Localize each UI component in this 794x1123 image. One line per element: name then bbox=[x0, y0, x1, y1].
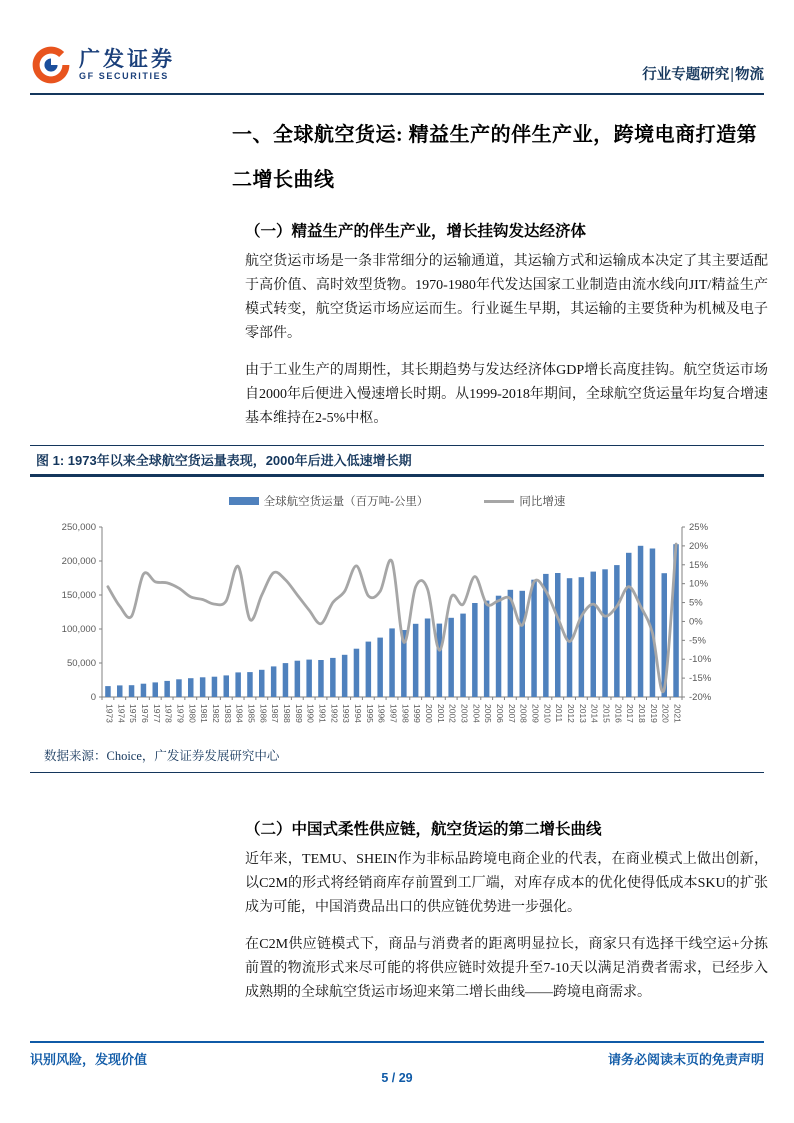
legend-item-growth bbox=[484, 493, 565, 509]
x-axis-label-1976: 1976 bbox=[139, 704, 150, 723]
x-axis-label-2006: 2006 bbox=[495, 704, 505, 723]
bar-series-label: 全球航空货运量（百万吨-公里） bbox=[263, 496, 429, 508]
x-axis-label-1983: 1983 bbox=[222, 704, 233, 723]
bar-2001 bbox=[437, 624, 443, 697]
x-axis-label-2005: 2005 bbox=[483, 704, 494, 723]
bar-1986 bbox=[259, 670, 265, 697]
x-axis-label-1973: 1973 bbox=[104, 704, 115, 723]
bar-1976 bbox=[141, 684, 147, 697]
x-axis-label-2016: 2016 bbox=[613, 704, 624, 723]
bar-2004 bbox=[472, 603, 478, 697]
bar-1990 bbox=[306, 660, 312, 697]
x-axis-label-2004: 2004 bbox=[471, 704, 482, 723]
x-axis-label-1981: 1981 bbox=[199, 704, 210, 723]
x-axis-label-2011: 2011 bbox=[554, 704, 565, 723]
left-axis-tick: 250,000 bbox=[61, 522, 96, 533]
logo-en-name: GF SECURITIES bbox=[79, 71, 169, 82]
x-axis-label-1974: 1974 bbox=[116, 704, 127, 723]
x-axis-label-1980: 1980 bbox=[187, 704, 198, 723]
x-axis-label-2002: 2002 bbox=[447, 704, 458, 723]
chapter-title: 一、全球航空货运: 精益生产的伴生产业，跨境电商打造第二增长曲线 bbox=[232, 124, 758, 191]
figure-source: 数据来源：Choice，广发证券发展研究中心 bbox=[30, 736, 764, 773]
page-header bbox=[30, 44, 764, 95]
bar-series-swatch bbox=[229, 497, 259, 505]
bar-1983 bbox=[224, 675, 230, 697]
x-axis-label-1987: 1987 bbox=[270, 704, 281, 723]
bar-2008 bbox=[520, 591, 526, 697]
section-1-paragraph-1: 航空货运市场是一条非常细分的运输通道，其运输方式和运输成本决定了其主要适配于高价值、高时效型货物。1970-1980年代发达国家工业制造由流水线向JIT/精益生产模式转变，航空货运市场应运而生。行业诞生早期，其运输的主要货种为机械及电子零部件。 bbox=[245, 254, 768, 341]
bar-2002 bbox=[448, 618, 454, 697]
x-axis-label-1982: 1982 bbox=[210, 704, 221, 723]
x-axis-label-1992: 1992 bbox=[329, 704, 340, 723]
x-axis-label-1978: 1978 bbox=[163, 704, 174, 723]
x-axis-label-1991: 1991 bbox=[317, 704, 328, 723]
report-category bbox=[642, 63, 764, 86]
right-axis-tick: -20% bbox=[689, 692, 712, 703]
left-axis-tick: 50,000 bbox=[66, 658, 96, 669]
x-axis-label-2019: 2019 bbox=[648, 704, 659, 723]
right-axis-tick: 15% bbox=[689, 559, 709, 571]
bar-1985 bbox=[247, 672, 253, 697]
x-axis-label-1990: 1990 bbox=[305, 704, 316, 723]
bar-2011 bbox=[555, 573, 561, 697]
bar-2006 bbox=[496, 596, 502, 697]
bar-1982 bbox=[212, 677, 218, 697]
bar-2016 bbox=[614, 565, 620, 697]
bar-2017 bbox=[626, 553, 632, 697]
left-axis-tick: 150,000 bbox=[61, 590, 96, 601]
x-axis-label-2021: 2021 bbox=[672, 704, 683, 723]
left-axis-tick: 200,000 bbox=[61, 556, 96, 567]
line-series-label: 同比增速 bbox=[519, 496, 566, 508]
x-axis-label-2010: 2010 bbox=[542, 704, 553, 723]
company-logo bbox=[30, 44, 175, 86]
page-number: 5 / 29 bbox=[381, 1071, 413, 1085]
footer-disclaimer: 请务必阅读末页的免责声明 bbox=[607, 1052, 764, 1067]
bar-2005 bbox=[484, 601, 490, 697]
bar-1995 bbox=[366, 642, 372, 697]
right-axis-tick: -15% bbox=[689, 673, 712, 685]
report-type-label: 行业专题研究 bbox=[642, 67, 730, 83]
logo-text bbox=[79, 49, 175, 81]
x-axis-label-2020: 2020 bbox=[660, 704, 671, 723]
x-axis-label-2009: 2009 bbox=[530, 704, 541, 723]
legend-item-volume bbox=[229, 493, 429, 509]
bar-1984 bbox=[235, 672, 241, 697]
bar-1988 bbox=[283, 663, 289, 697]
right-axis-tick: 20% bbox=[689, 540, 709, 552]
footer-slogan: 识别风险，发现价值 bbox=[30, 1052, 148, 1067]
bar-1989 bbox=[295, 661, 301, 697]
chart-legend bbox=[30, 493, 764, 509]
bar-2009 bbox=[531, 580, 537, 697]
gf-logo-icon bbox=[30, 44, 72, 86]
x-axis-label-1984: 1984 bbox=[234, 704, 245, 723]
section-2-paragraph-2: 在C2M供应链模式下，商品与消费者的距离明显拉长，商家只有选择干线空运+分拣前置的物流形式来尽可能的将供应链时效提升至7-10天以满足消费者需求，已经步入成熟期的全球航空货运市场迎来第二增长曲线——跨境电商需求。 bbox=[245, 937, 768, 1000]
bar-1993 bbox=[342, 655, 348, 697]
figure-1 bbox=[30, 445, 764, 773]
x-axis-label-2015: 2015 bbox=[601, 704, 612, 723]
x-axis-label-2018: 2018 bbox=[637, 704, 648, 723]
x-axis-label-1977: 1977 bbox=[151, 704, 162, 723]
bar-1980 bbox=[188, 678, 194, 697]
logo-cn-name: 广发证券 bbox=[79, 47, 175, 71]
section-1-paragraph-2: 由于工业生产的周期性，其长期趋势与发达经济体GDP增长高度挂钩。航空货运市场自2000年后便进入慢速增长时期。从1999-2018年期间，全球航空货运量年均复合增速基本维持在2-5%中枢。 bbox=[245, 363, 768, 426]
bar-2000 bbox=[425, 619, 431, 698]
category-divider: | bbox=[730, 67, 734, 83]
x-axis-label-2001: 2001 bbox=[435, 704, 446, 723]
bar-2019 bbox=[650, 549, 656, 698]
bar-2013 bbox=[579, 577, 585, 697]
x-axis-label-1999: 1999 bbox=[412, 704, 423, 723]
x-axis-label-1997: 1997 bbox=[388, 704, 399, 723]
bar-1978 bbox=[164, 681, 170, 697]
x-axis-label-1979: 1979 bbox=[175, 704, 186, 723]
figure-caption: 图 1: 1973年以来全球航空货运量表现，2000年后进入低速增长期 bbox=[30, 445, 764, 477]
bar-1996 bbox=[377, 638, 383, 697]
right-axis-tick: 10% bbox=[689, 578, 709, 590]
x-axis-label-1995: 1995 bbox=[364, 704, 375, 723]
right-axis-tick: -10% bbox=[689, 654, 712, 666]
section-2-heading: （二）中国式柔性供应链，航空货运的第二增长曲线 bbox=[245, 821, 602, 838]
industry-label: 物流 bbox=[735, 67, 764, 83]
bar-1987 bbox=[271, 666, 277, 697]
x-axis-label-1975: 1975 bbox=[128, 704, 139, 723]
bar-2015 bbox=[602, 569, 608, 697]
right-axis-tick: 25% bbox=[689, 522, 709, 533]
right-axis-tick: -5% bbox=[689, 635, 706, 647]
bar-1977 bbox=[153, 682, 159, 697]
bar-1973 bbox=[105, 686, 111, 697]
x-axis-label-2017: 2017 bbox=[625, 704, 636, 723]
combo-chart-canvas bbox=[30, 515, 764, 731]
footer-row bbox=[30, 1043, 764, 1068]
x-axis-label-2013: 2013 bbox=[577, 704, 588, 723]
bar-1975 bbox=[129, 685, 135, 697]
x-axis-label-1994: 1994 bbox=[353, 704, 363, 723]
bar-2014 bbox=[591, 572, 597, 697]
x-axis-label-1989: 1989 bbox=[293, 704, 304, 723]
bar-1992 bbox=[330, 658, 336, 697]
freight-chart bbox=[30, 477, 764, 736]
x-axis-label-2014: 2014 bbox=[589, 704, 600, 723]
bar-1999 bbox=[413, 624, 419, 697]
right-axis-tick: 0% bbox=[689, 616, 703, 628]
x-axis-label-1998: 1998 bbox=[400, 704, 411, 723]
bar-1997 bbox=[389, 628, 395, 697]
bar-2018 bbox=[638, 546, 644, 697]
x-axis-label-2008: 2008 bbox=[518, 704, 529, 723]
page-footer bbox=[30, 1041, 764, 1085]
section-1-heading: （一）精益生产的伴生产业，增长挂钩发达经济体 bbox=[245, 223, 587, 240]
right-axis-tick: 5% bbox=[689, 597, 703, 609]
left-axis-tick: 100,000 bbox=[61, 624, 96, 635]
line-series-swatch bbox=[484, 500, 514, 503]
x-axis-label-2007: 2007 bbox=[506, 704, 517, 723]
x-axis-label-2000: 2000 bbox=[424, 704, 434, 723]
bar-1981 bbox=[200, 677, 206, 697]
section-2-paragraph-1: 近年来，TEMU、SHEIN作为非标品跨境电商企业的代表，在商业模式上做出创新，以C2M的形式将经销商库存前置到工厂端，对库存成本的优化使得低成本SKU的扩张成为可能，中国消费品出口的供应链优势进一步强化。 bbox=[245, 852, 768, 915]
bar-1994 bbox=[354, 649, 360, 697]
x-axis-label-1986: 1986 bbox=[258, 704, 269, 723]
bar-1979 bbox=[176, 679, 182, 697]
bar-2003 bbox=[460, 614, 466, 697]
x-axis-label-1996: 1996 bbox=[376, 704, 387, 723]
bar-1991 bbox=[318, 660, 324, 697]
bar-1974 bbox=[117, 685, 123, 697]
x-axis-label-1985: 1985 bbox=[246, 704, 257, 723]
x-axis-label-2012: 2012 bbox=[566, 704, 577, 723]
x-axis-label-1993: 1993 bbox=[341, 704, 352, 723]
left-axis-tick: 0 bbox=[90, 692, 96, 703]
x-axis-label-2003: 2003 bbox=[459, 704, 470, 723]
x-axis-label-1988: 1988 bbox=[282, 704, 292, 723]
